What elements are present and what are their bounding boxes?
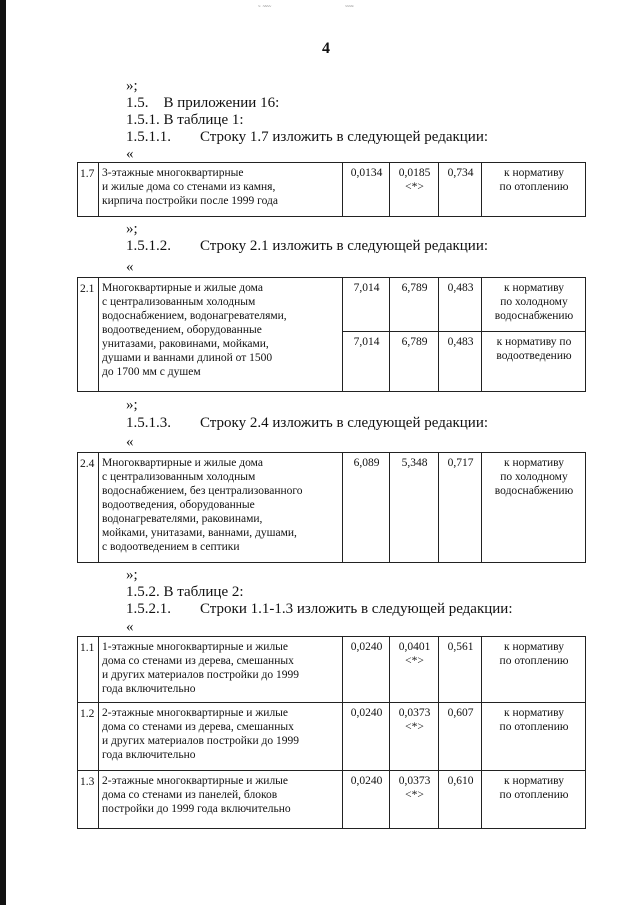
norm-cell xyxy=(482,278,586,332)
close-quote: »; xyxy=(126,221,138,237)
description-line: водоснабжением, водонагревателями, xyxy=(102,310,287,322)
description-line: душами и ваннами длиной от 1500 xyxy=(102,352,273,364)
value-cell: 0,483 xyxy=(439,332,482,392)
norm-line: к нормативу по xyxy=(496,336,572,348)
description-line: 1-этажные многоквартирные и жилые xyxy=(102,641,289,653)
scan-noise: ̃ ̃ ̃ ̃̃ xyxy=(345,4,351,13)
value-footnote: <*> xyxy=(405,789,424,801)
value-cell: 6,789 xyxy=(390,332,439,392)
description-line: постройки до 1999 года включительно xyxy=(102,803,291,815)
norm-cell xyxy=(482,703,586,771)
norm-line: по холодному xyxy=(500,471,568,483)
value: 0,0373 xyxy=(398,775,431,787)
scan-noise: ˜ ̃ ̃̃ ̃ ̃ xyxy=(258,4,269,13)
norm-line: по отоплению xyxy=(499,789,569,801)
description-line: и других материалов постройки до 1999 xyxy=(102,669,299,681)
value-cell xyxy=(390,163,439,217)
value-cell: 0,610 xyxy=(439,771,482,829)
norm-cell xyxy=(482,453,586,563)
description-line: года включительно xyxy=(102,749,196,761)
open-quote: « xyxy=(126,434,134,450)
norm-cell xyxy=(482,332,586,392)
section-1-5: 1.5. В приложении 16: xyxy=(126,95,280,111)
value-footnote: <*> xyxy=(405,655,424,667)
table-row-2-1 xyxy=(77,277,586,392)
value-cell: 0,0134 xyxy=(343,163,390,217)
section-1-5-1-2-text: Строку 2.1 изложить в следующей редакции: xyxy=(200,238,489,254)
description-line: и жилые дома со стенами из камня, xyxy=(102,181,276,193)
table-row-2-4 xyxy=(77,452,586,563)
description-line: дома со стенами из дерева, смешанных xyxy=(102,721,294,733)
norm-line: по холодному xyxy=(500,296,568,308)
section-1-5-1-2-number: 1.5.1.2. xyxy=(126,238,171,254)
norm-cell xyxy=(482,637,586,703)
value-cell xyxy=(390,771,439,829)
section-1-5-1-1-number: 1.5.1.1. xyxy=(126,129,171,145)
value-cell: 0,607 xyxy=(439,703,482,771)
norm-line: водоснабжению xyxy=(494,485,574,497)
value-cell: 0,0240 xyxy=(343,703,390,771)
value-cell: 7,014 xyxy=(343,332,390,392)
norm-line: по отоплению xyxy=(499,721,569,733)
description-line: и других материалов постройки до 1999 xyxy=(102,735,299,747)
value: 0,0373 xyxy=(398,707,431,719)
value-cell: 7,014 xyxy=(343,278,390,332)
description-line: 2-этажные многоквартирные и жилые xyxy=(102,775,289,787)
description-line: года включительно xyxy=(102,683,196,695)
close-quote: »; xyxy=(126,567,138,583)
description-line: 2-этажные многоквартирные и жилые xyxy=(102,707,289,719)
section-1-5-2-1-text: Строки 1.1-1.3 изложить в следующей редакции: xyxy=(200,601,513,617)
value-cell: 0,0240 xyxy=(343,771,390,829)
row-description xyxy=(99,771,343,829)
section-1-5-2-1-number: 1.5.2.1. xyxy=(126,601,171,617)
table-row-1-7 xyxy=(77,162,586,217)
table-row xyxy=(78,637,586,703)
value-cell: 5,348 xyxy=(390,453,439,563)
section-1-5-1-3-text: Строку 2.4 изложить в следующей редакции: xyxy=(200,415,489,431)
row-number: 1.2 xyxy=(78,703,99,771)
value: 0,0401 xyxy=(398,641,431,653)
description-line: Многоквартирные и жилые дома xyxy=(102,282,263,294)
description-line: водонагревателями, раковинами, xyxy=(102,513,263,525)
value-cell xyxy=(390,703,439,771)
value-cell: 6,789 xyxy=(390,278,439,332)
description-line: с централизованным холодным xyxy=(102,296,256,308)
section-1-5-1-3-number: 1.5.1.3. xyxy=(126,415,171,431)
norm-line: по отоплению xyxy=(499,181,569,193)
value-cell: 0,483 xyxy=(439,278,482,332)
row-number: 1.1 xyxy=(78,637,99,703)
table-row xyxy=(78,703,586,771)
section-1-5-1: 1.5.1. В таблице 1: xyxy=(126,112,244,128)
norm-line: к нормативу xyxy=(504,775,564,787)
value-cell: 0,0240 xyxy=(343,637,390,703)
value-cell: 0,734 xyxy=(439,163,482,217)
norm-line: к нормативу xyxy=(504,167,564,179)
value-cell: 0,717 xyxy=(439,453,482,563)
norm-line: к нормативу xyxy=(504,282,564,294)
row-number: 1.7 xyxy=(78,163,99,217)
table-2-rows xyxy=(77,636,586,829)
description-line: с централизованным холодным xyxy=(102,471,256,483)
norm-line: к нормативу xyxy=(504,641,564,653)
value-footnote: <*> xyxy=(405,181,424,193)
description-line: кирпича постройки после 1999 года xyxy=(102,195,278,207)
norm-cell xyxy=(482,771,586,829)
description-line: унитазами, раковинами, мойками, xyxy=(102,338,269,350)
row-description xyxy=(99,703,343,771)
table-row xyxy=(78,771,586,829)
row-description xyxy=(99,163,343,217)
close-quote: »; xyxy=(126,397,138,413)
open-quote: « xyxy=(126,619,134,635)
norm-line: по отоплению xyxy=(499,655,569,667)
page-number: 4 xyxy=(322,40,330,57)
value-cell: 0,561 xyxy=(439,637,482,703)
value: 0,0185 xyxy=(398,167,431,179)
row-number: 1.3 xyxy=(78,771,99,829)
row-description xyxy=(99,278,343,392)
norm-line: к нормативу xyxy=(504,707,564,719)
close-quote: »; xyxy=(126,78,138,94)
norm-cell xyxy=(482,163,586,217)
norm-line: к нормативу xyxy=(504,457,564,469)
description-line: до 1700 мм с душем xyxy=(102,366,201,378)
row-number: 2.4 xyxy=(78,453,99,563)
value-footnote: <*> xyxy=(405,721,424,733)
description-line: с водоотведением в септики xyxy=(102,541,240,553)
description-line: дома со стенами из панелей, блоков xyxy=(102,789,278,801)
open-quote: « xyxy=(126,259,134,275)
row-description xyxy=(99,637,343,703)
description-line: 3-этажные многоквартирные xyxy=(102,167,244,179)
open-quote: « xyxy=(126,146,134,162)
description-line: дома со стенами из дерева, смешанных xyxy=(102,655,294,667)
description-line: мойками, унитазами, ваннами, душами, xyxy=(102,527,297,539)
norm-line: водоотведению xyxy=(496,350,572,362)
section-1-5-2: 1.5.2. В таблице 2: xyxy=(126,584,244,600)
scan-edge xyxy=(0,0,6,905)
norm-line: водоснабжению xyxy=(494,310,574,322)
section-1-5-1-1-text: Строку 1.7 изложить в следующей редакции: xyxy=(200,129,489,145)
value-cell: 6,089 xyxy=(343,453,390,563)
row-description xyxy=(99,453,343,563)
description-line: водоотведения, оборудованные xyxy=(102,499,255,511)
value-cell xyxy=(390,637,439,703)
row-number: 2.1 xyxy=(78,278,99,392)
description-line: водоснабжением, без централизованного xyxy=(102,485,303,497)
description-line: водоотведением, оборудованные xyxy=(102,324,262,336)
description-line: Многоквартирные и жилые дома xyxy=(102,457,263,469)
